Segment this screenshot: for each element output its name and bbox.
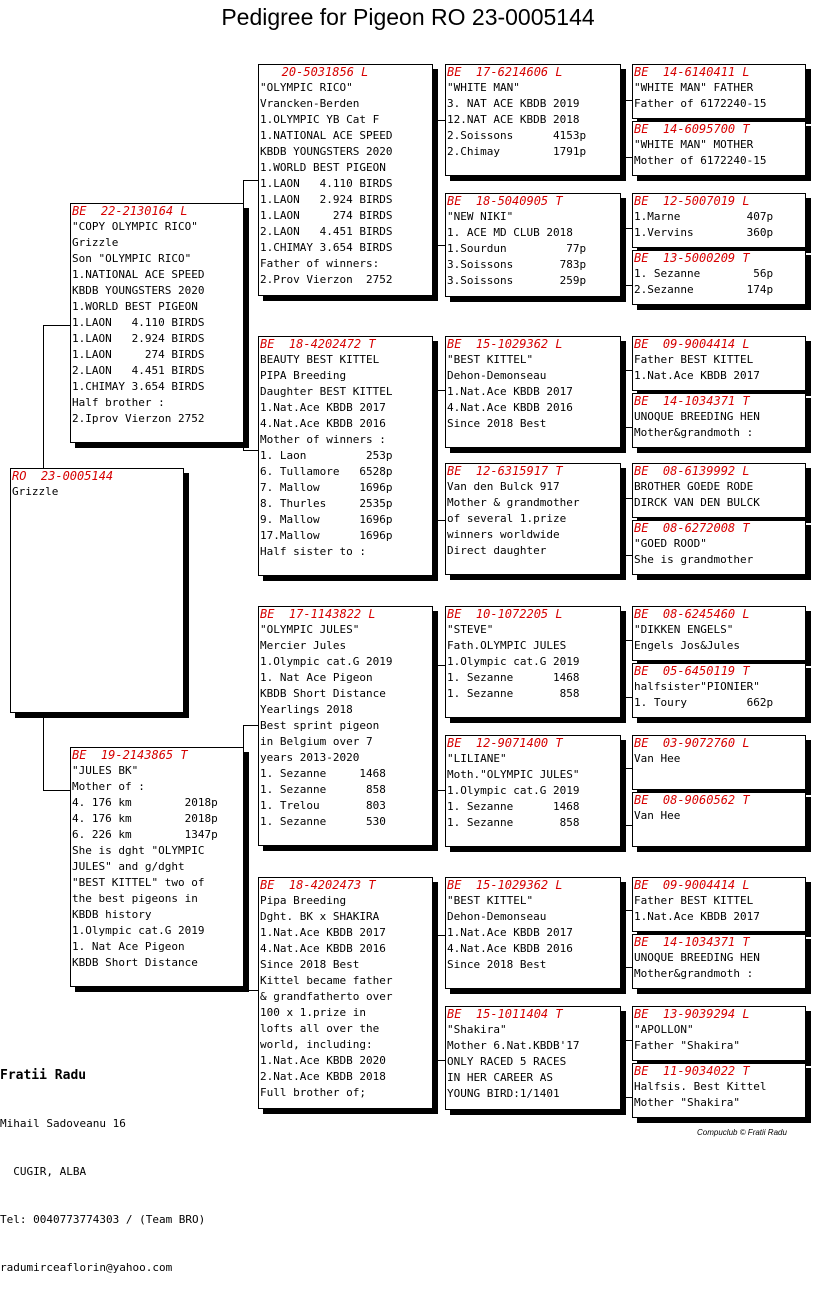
detail-line: 4.Nat.Ace KBDB 2016: [447, 942, 573, 955]
pigeon-details: [446, 80, 620, 160]
pigeon-details: [633, 209, 805, 241]
detail-line: 4. 176 km 2018p: [72, 812, 218, 825]
ring-number: BE 12-9071400 T: [447, 736, 563, 750]
pigeon-card-granddam-maternal[interactable]: [258, 877, 433, 1109]
detail-line: UNOQUE BREEDING HEN: [634, 951, 760, 964]
detail-line: 1. ACE MD CLUB 2018: [447, 226, 573, 239]
detail-line: 4.Nat.Ace KBDB 2016: [260, 417, 386, 430]
pigeon-details: [633, 893, 805, 925]
detail-line: 2.Prov Vierzon 2752: [260, 273, 393, 286]
pigeon-details: [633, 1022, 805, 1054]
pigeon-details: [633, 266, 805, 298]
detail-line: Full brother of;: [260, 1086, 366, 1099]
connector-line: [432, 1060, 445, 1061]
detail-line: Dght. BK x SHAKIRA: [260, 910, 380, 923]
detail-line: KBDB YOUNGSTERS 2020: [72, 284, 205, 297]
detail-line: Since 2018 Best: [447, 417, 547, 430]
ring-number: BE 09-9004414 L: [634, 337, 750, 351]
detail-line: Mother of :: [72, 780, 145, 793]
detail-line: 1. Sezanne 858: [447, 687, 580, 700]
owner-address-line2: CUGIR, ALBA: [0, 1165, 87, 1178]
connector-line: [620, 157, 632, 158]
detail-line: Yearlings 2018: [260, 703, 353, 716]
pigeon-card-grandsire-maternal[interactable]: [258, 606, 433, 846]
pigeon-details: [11, 484, 183, 500]
pigeon-card-gen4[interactable]: [632, 463, 806, 518]
page-title: Pedigree for Pigeon RO 23-0005144: [221, 4, 595, 30]
detail-line: "WHITE MAN" MOTHER: [634, 138, 754, 151]
detail-line: 2.Iprov Vierzon 2752: [72, 412, 205, 425]
ring-number: BE 11-9034022 T: [634, 1064, 750, 1078]
detail-line: world, including:: [260, 1038, 373, 1051]
connector-line: [620, 640, 632, 641]
pigeon-card-subject[interactable]: [10, 468, 184, 713]
footer-credit: Compuclub © Fratii Radu: [697, 1128, 787, 1137]
detail-line: Mother of 6172240-15: [634, 154, 767, 167]
detail-line: KBDB history: [72, 908, 152, 921]
pigeon-details: [633, 950, 805, 982]
detail-line: Moth."OLYMPIC JULES": [447, 768, 580, 781]
ring-number: RO 23-0005144: [12, 469, 114, 483]
detail-line: Van den Bulck 917: [447, 480, 560, 493]
detail-line: 1.Nat.Ace KBDB 2017: [634, 910, 760, 923]
pigeon-card-gen4[interactable]: [632, 792, 806, 847]
detail-line: 1.WORLD BEST PIGEON: [72, 300, 198, 313]
detail-line: Half sister to :: [260, 545, 366, 558]
detail-line: "Shakira": [447, 1023, 507, 1036]
detail-line: 1.WORLD BEST PIGEON: [260, 161, 386, 174]
detail-line: Dehon-Demonseau: [447, 369, 547, 382]
detail-line: 3.Soissons 783p: [447, 258, 587, 271]
pigeon-details: [446, 622, 620, 702]
pigeon-card-gen4[interactable]: [632, 1063, 806, 1118]
detail-line: 2.Sezanne 174p: [634, 283, 774, 296]
detail-line: Mother & grandmother: [447, 496, 580, 509]
ring-number: BE 08-6272008 T: [634, 521, 750, 535]
detail-line: Fath.OLYMPIC JULES: [447, 639, 567, 652]
detail-line: Pipa Breeding: [260, 894, 347, 907]
detail-line: 3. NAT ACE KBDB 2019: [447, 97, 580, 110]
connector-line: [620, 910, 632, 911]
connector-line: [243, 450, 258, 451]
detail-line: 1. Sezanne 56p: [634, 267, 774, 280]
ring-number: BE 15-1029362 L: [447, 878, 563, 892]
detail-line: "JULES BK": [72, 764, 139, 777]
detail-line: Grizzle: [72, 236, 119, 249]
owner-name: Fratii Radu: [0, 1068, 87, 1083]
detail-line: "NEW NIKI": [447, 210, 514, 223]
detail-line: 1.Nat.Ace KBDB 2017: [634, 369, 760, 382]
detail-line: KBDB Short Distance: [72, 956, 198, 969]
pigeon-card-gen3[interactable]: [445, 193, 621, 297]
detail-line: Vrancken-Berden: [260, 97, 360, 110]
detail-line: Daughter BEST KITTEL: [260, 385, 393, 398]
detail-line: BEAUTY BEST KITTEL: [260, 353, 380, 366]
detail-line: 1. Trelou 803: [260, 799, 386, 812]
ring-number: BE 13-9039294 L: [634, 1007, 750, 1021]
ring-number: BE 09-9004414 L: [634, 878, 750, 892]
detail-line: Half brother :: [72, 396, 165, 409]
ring-number: BE 18-4202473 T: [260, 878, 376, 892]
ring-number: BE 17-6214606 L: [447, 65, 563, 79]
ring-number: BE 05-6450119 T: [634, 664, 750, 678]
detail-line: "LILIANE": [447, 752, 507, 765]
detail-line: "OLYMPIC RICO": [260, 81, 353, 94]
detail-line: She is dght "OLYMPIC: [72, 844, 205, 857]
connector-line: [620, 555, 632, 556]
connector-line: [432, 390, 445, 391]
detail-line: the best pigeons in: [72, 892, 198, 905]
ring-number: BE 19-2143865 T: [72, 748, 188, 762]
detail-line: "WHITE MAN" FATHER: [634, 81, 754, 94]
detail-line: "DIKKEN ENGELS": [634, 623, 734, 636]
detail-line: of several 1.prize: [447, 512, 567, 525]
detail-line: Direct daughter: [447, 544, 547, 557]
detail-line: Dehon-Demonseau: [447, 910, 547, 923]
connector-line: [620, 370, 632, 371]
pigeon-details: [633, 536, 805, 568]
detail-line: 1.LAON 4.110 BIRDS: [72, 316, 205, 329]
detail-line: Mother 6.Nat.KBDB'17: [447, 1039, 580, 1052]
detail-line: Father of winners:: [260, 257, 380, 270]
pigeon-details: [633, 679, 805, 711]
detail-line: 1.Vervins 360p: [634, 226, 774, 239]
detail-line: 9. Mallow 1696p: [260, 513, 393, 526]
detail-line: "GOED ROOD": [634, 537, 707, 550]
connector-line: [432, 665, 445, 666]
detail-line: "WHITE MAN": [447, 81, 520, 94]
pigeon-details: [259, 893, 432, 1101]
detail-line: 1.Marne 407p: [634, 210, 774, 223]
detail-line: 1. Nat Ace Pigeon: [260, 671, 373, 684]
detail-line: ONLY RACED 5 RACES: [447, 1055, 567, 1068]
detail-line: 6. 226 km 1347p: [72, 828, 218, 841]
pigeon-details: [633, 479, 805, 511]
connector-line: [43, 790, 71, 791]
detail-line: 2.LAON 4.451 BIRDS: [260, 225, 393, 238]
detail-line: 1.CHIMAY 3.654 BIRDS: [260, 241, 393, 254]
pigeon-card-gen4[interactable]: [632, 934, 806, 989]
pigeon-card-gen4[interactable]: [632, 663, 806, 718]
detail-line: BROTHER GOEDE RODE: [634, 480, 754, 493]
detail-line: Father BEST KITTEL: [634, 353, 754, 366]
pigeon-card-gen3[interactable]: [445, 463, 621, 575]
pigeon-details: [633, 1079, 805, 1111]
detail-line: Mother of winners :: [260, 433, 386, 446]
pigeon-card-gen4[interactable]: [632, 606, 806, 661]
ring-number: BE 15-1029362 L: [447, 337, 563, 351]
detail-line: "BEST KITTEL" two of: [72, 876, 205, 889]
pigeon-card-gen3[interactable]: [445, 606, 621, 718]
pigeon-details: [446, 893, 620, 973]
connector-line: [620, 825, 632, 826]
detail-line: Grizzle: [12, 485, 59, 498]
detail-line: 1.Nat.Ace KBDB 2017: [260, 401, 386, 414]
pigeon-card-granddam-paternal[interactable]: [258, 336, 433, 576]
pigeon-details: [633, 352, 805, 384]
pigeon-card-gen4[interactable]: [632, 735, 806, 790]
connector-line: [432, 245, 445, 246]
ring-number: BE 18-4202472 T: [260, 337, 376, 351]
connector-line: [243, 180, 258, 181]
connector-line: [620, 498, 632, 499]
connector-line: [43, 325, 44, 468]
connector-line: [432, 790, 445, 791]
pigeon-details: [259, 352, 432, 560]
ring-number: BE 08-6139992 L: [634, 464, 750, 478]
detail-line: & grandfatherto over: [260, 990, 393, 1003]
detail-line: 1.Nat.Ace KBDB 2017: [447, 926, 573, 939]
detail-line: Mercier Jules: [260, 639, 347, 652]
pigeon-details: [633, 80, 805, 112]
detail-line: Father "Shakira": [634, 1039, 740, 1052]
pigeon-card-gen3[interactable]: [445, 735, 621, 847]
detail-line: Van Hee: [634, 752, 681, 765]
connector-line: [243, 990, 258, 991]
pigeon-details: [446, 209, 620, 289]
detail-line: JULES" and g/dght: [72, 860, 185, 873]
ring-number: BE 12-5007019 L: [634, 194, 750, 208]
detail-line: Mother&grandmoth :: [634, 426, 754, 439]
detail-line: "BEST KITTEL": [447, 894, 534, 907]
detail-line: 1.Olympic cat.G 2019: [72, 924, 205, 937]
pigeon-card-gen3[interactable]: [445, 336, 621, 448]
pigeon-details: [446, 751, 620, 831]
pigeon-card-grandsire-paternal[interactable]: [258, 64, 433, 296]
ring-number: BE 15-1011404 T: [447, 1007, 563, 1021]
ring-number: BE 12-6315917 T: [447, 464, 563, 478]
detail-line: Since 2018 Best: [260, 958, 360, 971]
pigeon-card-gen4[interactable]: [632, 336, 806, 391]
detail-line: 1.NATIONAL ACE SPEED: [72, 268, 205, 281]
pigeon-card-sire[interactable]: [70, 203, 244, 443]
detail-line: in Belgium over 7: [260, 735, 373, 748]
ring-number: BE 17-1143822 L: [260, 607, 376, 621]
detail-line: 1.NATIONAL ACE SPEED: [260, 129, 393, 142]
detail-line: 1.CHIMAY 3.654 BIRDS: [72, 380, 205, 393]
connector-line: [620, 228, 632, 229]
connector-line: [432, 935, 445, 936]
connector-line: [620, 1040, 632, 1041]
pigeon-card-gen3[interactable]: [445, 64, 621, 176]
pigeon-card-gen4[interactable]: [632, 393, 806, 448]
connector-line: [620, 285, 632, 286]
detail-line: 1. Sezanne 1468: [447, 671, 580, 684]
detail-line: "COPY OLYMPIC RICO": [72, 220, 198, 233]
owner-info: [0, 1036, 205, 1292]
detail-line: 7. Mallow 1696p: [260, 481, 393, 494]
connector-line: [43, 325, 71, 326]
ring-number: BE 14-1034371 T: [634, 935, 750, 949]
detail-line: 100 x 1.prize in: [260, 1006, 366, 1019]
ring-number: BE 14-1034371 T: [634, 394, 750, 408]
detail-line: Since 2018 Best: [447, 958, 547, 971]
detail-line: 1.Nat.Ace KBDB 2017: [260, 926, 386, 939]
detail-line: 1.OLYMPIC YB Cat F: [260, 113, 380, 126]
ring-number: BE 08-9060562 T: [634, 793, 750, 807]
pigeon-card-gen4[interactable]: [632, 1006, 806, 1061]
pigeon-card-dam[interactable]: [70, 747, 244, 987]
detail-line: Father BEST KITTEL: [634, 894, 754, 907]
detail-line: UNOQUE BREEDING HEN: [634, 410, 760, 423]
detail-line: 1.LAON 2.924 BIRDS: [72, 332, 205, 345]
detail-line: 1. Toury 662p: [634, 696, 774, 709]
detail-line: Mother&grandmoth :: [634, 967, 754, 980]
ring-number: 20-5031856 L: [260, 65, 369, 79]
detail-line: 1. Sezanne 858: [447, 816, 580, 829]
connector-line: [620, 697, 632, 698]
detail-line: KBDB YOUNGSTERS 2020: [260, 145, 393, 158]
detail-line: "BEST KITTEL": [447, 353, 534, 366]
detail-line: Halfsis. Best Kittel: [634, 1080, 767, 1093]
connector-line: [432, 520, 445, 521]
pigeon-details: [446, 352, 620, 432]
owner-address-line1: Mihail Sadoveanu 16: [0, 1117, 126, 1130]
detail-line: Best sprint pigeon: [260, 719, 380, 732]
pigeon-card-gen4[interactable]: [632, 520, 806, 575]
detail-line: 12.NAT ACE KBDB 2018: [447, 113, 580, 126]
pigeon-details: [71, 219, 243, 427]
detail-line: "OLYMPIC JULES": [260, 623, 360, 636]
pigeon-details: [446, 1022, 620, 1102]
connector-line: [620, 967, 632, 968]
detail-line: Son "OLYMPIC RICO": [72, 252, 192, 265]
connector-line: [620, 427, 632, 428]
detail-line: 2.Nat.Ace KBDB 2018: [260, 1070, 386, 1083]
detail-line: 1. Laon 253p: [260, 449, 393, 462]
detail-line: 1.Olympic cat.G 2019: [447, 784, 580, 797]
detail-line: 8. Thurles 2535p: [260, 497, 393, 510]
pigeon-details: [446, 479, 620, 559]
pigeon-details: [259, 622, 432, 830]
ring-number: BE 08-6245460 L: [634, 607, 750, 621]
detail-line: years 2013-2020: [260, 751, 360, 764]
detail-line: 1.Sourdun 77p: [447, 242, 587, 255]
detail-line: IN HER CAREER AS: [447, 1071, 553, 1084]
pigeon-card-gen4[interactable]: [632, 121, 806, 176]
detail-line: winners worldwide: [447, 528, 560, 541]
connector-line: [432, 120, 445, 121]
ring-number: BE 10-1072205 L: [447, 607, 563, 621]
detail-line: 1.Nat.Ace KBDB 2020: [260, 1054, 386, 1067]
pigeon-details: [633, 808, 805, 824]
detail-line: Engels Jos&Jules: [634, 639, 740, 652]
pigeon-card-gen4[interactable]: [632, 64, 806, 119]
detail-line: 1.LAON 4.110 BIRDS: [260, 177, 393, 190]
detail-line: Mother "Shakira": [634, 1096, 740, 1109]
detail-line: 1.Olympic cat.G 2019: [260, 655, 393, 668]
detail-line: PIPA Breeding: [260, 369, 347, 382]
detail-line: 1. Sezanne 1468: [260, 767, 386, 780]
detail-line: 1.LAON 274 BIRDS: [260, 209, 393, 222]
detail-line: 1.LAON 2.924 BIRDS: [260, 193, 393, 206]
detail-line: 1. Nat Ace Pigeon: [72, 940, 185, 953]
detail-line: 2.Soissons 4153p: [447, 129, 587, 142]
pigeon-details: [71, 763, 243, 971]
ring-number: BE 13-5000209 T: [634, 251, 750, 265]
detail-line: YOUNG BIRD:1/1401: [447, 1087, 560, 1100]
detail-line: KBDB Short Distance: [260, 687, 386, 700]
detail-line: 2.LAON 4.451 BIRDS: [72, 364, 205, 377]
detail-line: 4.Nat.Ace KBDB 2016: [447, 401, 573, 414]
detail-line: 4.Nat.Ace KBDB 2016: [260, 942, 386, 955]
connector-line: [620, 1097, 632, 1098]
pigeon-card-gen4[interactable]: [632, 877, 806, 932]
pigeon-details: [259, 80, 432, 288]
pigeon-card-gen3[interactable]: [445, 877, 621, 989]
detail-line: halfsister"PIONIER": [634, 680, 760, 693]
pigeon-details: [633, 409, 805, 441]
owner-phone: Tel: 0040773774303 / (Team BRO): [0, 1213, 206, 1226]
connector-line: [620, 100, 632, 101]
detail-line: 1. Sezanne 530: [260, 815, 386, 828]
pigeon-card-gen4[interactable]: [632, 193, 806, 248]
detail-line: 6. Tullamore 6528p: [260, 465, 393, 478]
detail-line: lofts all over the: [260, 1022, 380, 1035]
detail-line: DIRCK VAN DEN BULCK: [634, 496, 760, 509]
connector-line: [620, 768, 632, 769]
detail-line: 17.Mallow 1696p: [260, 529, 393, 542]
ring-number: BE 03-9072760 L: [634, 736, 750, 750]
owner-email[interactable]: radumirceaflorin@yahoo.com: [0, 1261, 173, 1274]
connector-line: [243, 725, 258, 726]
pigeon-card-gen3[interactable]: [445, 1006, 621, 1110]
detail-line: "STEVE": [447, 623, 494, 636]
ring-number: BE 14-6140411 L: [634, 65, 750, 79]
detail-line: Father of 6172240-15: [634, 97, 767, 110]
ring-number: BE 18-5040905 T: [447, 194, 563, 208]
detail-line: Van Hee: [634, 809, 681, 822]
pigeon-details: [633, 751, 805, 767]
detail-line: 2.Chimay 1791p: [447, 145, 587, 158]
connector-line: [43, 713, 44, 790]
detail-line: "APOLLON": [634, 1023, 694, 1036]
pigeon-details: [633, 622, 805, 654]
detail-line: 1.LAON 274 BIRDS: [72, 348, 205, 361]
detail-line: 1.Nat.Ace KBDB 2017: [447, 385, 573, 398]
detail-line: 3.Soissons 259p: [447, 274, 587, 287]
detail-line: She is grandmother: [634, 553, 754, 566]
detail-line: 1. Sezanne 858: [260, 783, 386, 796]
detail-line: 1. Sezanne 1468: [447, 800, 580, 813]
detail-line: 1.Olympic cat.G 2019: [447, 655, 580, 668]
detail-line: 4. 176 km 2018p: [72, 796, 218, 809]
pigeon-card-gen4[interactable]: [632, 250, 806, 305]
ring-number: BE 22-2130164 L: [72, 204, 188, 218]
ring-number: BE 14-6095700 T: [634, 122, 750, 136]
detail-line: Kittel became father: [260, 974, 393, 987]
pigeon-details: [633, 137, 805, 169]
